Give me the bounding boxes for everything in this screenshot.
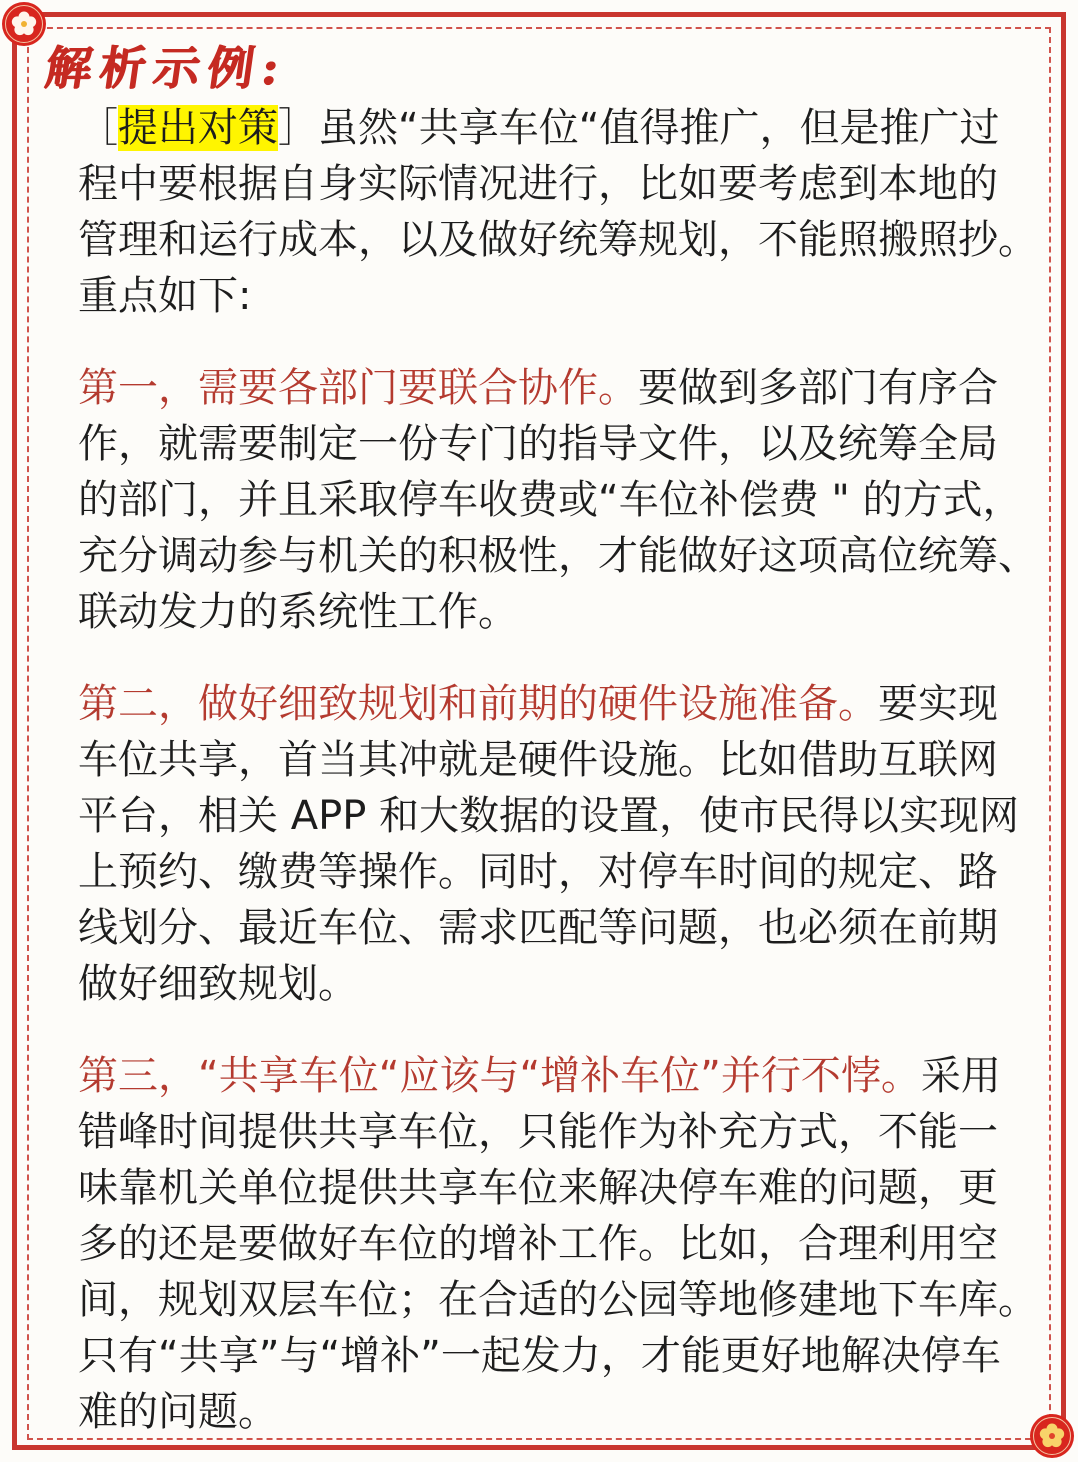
- bracket-open: ［: [78, 105, 118, 151]
- text-line: [78, 1104, 1048, 1160]
- text-line: [78, 584, 1048, 640]
- line-text: 味靠机关单位提供共享车位来解决停车难的问题，更: [78, 1165, 998, 1211]
- text-line: [78, 732, 1048, 788]
- text-line: [78, 212, 1048, 268]
- line-text: 虽然“共享车位“值得推广，但是推广过: [318, 105, 1000, 151]
- line-text: 只有“共享”与“增补”一起发力，才能更好地解决停车: [78, 1333, 1001, 1379]
- text-line: [78, 956, 1048, 1012]
- text-line: [78, 1160, 1048, 1216]
- flower-badge-icon: [0, 0, 48, 48]
- line-text: 程中要根据自身实际情况进行，比如要考虑到本地的: [78, 161, 998, 207]
- text-line: [78, 1384, 1048, 1440]
- point-heading: 第三，“共享车位“应该与“增补车位”并行不悖。: [78, 1053, 921, 1099]
- text-line: [78, 1048, 1048, 1104]
- text-line: [78, 100, 1048, 156]
- text-line: [78, 472, 1048, 528]
- text-line: [78, 1216, 1048, 1272]
- text-line: [78, 1272, 1048, 1328]
- text-line: [78, 1328, 1048, 1384]
- point-paragraph: [78, 676, 1048, 1012]
- text-line: [78, 156, 1048, 212]
- point-heading: 第一，需要各部门要联合协作。: [78, 365, 638, 411]
- line-text: 重点如下:: [78, 273, 252, 319]
- text-line: [78, 676, 1048, 732]
- text-line: [78, 900, 1048, 956]
- text-line: [78, 268, 1048, 324]
- line-text: 做好细致规划。: [78, 961, 358, 1007]
- line-text: 错峰时间提供共享车位，只能作为补充方式，不能一: [78, 1109, 998, 1155]
- point-paragraph: [78, 1048, 1048, 1440]
- line-text: 采用: [920, 1053, 1001, 1099]
- line-text: 联动发力的系统性工作。: [78, 589, 518, 635]
- text-line: [78, 844, 1048, 900]
- text-line: [78, 528, 1048, 584]
- line-text: 的部门，并且采取停车收费或“车位补偿费 " 的方式，: [78, 477, 1023, 523]
- intro-paragraph: [78, 100, 1048, 324]
- line-text: 多的还是要做好车位的增补工作。比如，合理利用空: [78, 1221, 998, 1267]
- text-line: [78, 788, 1048, 844]
- bracket-close: ］: [278, 105, 318, 151]
- line-text: 要实现: [878, 681, 998, 727]
- point-heading: 第二，做好细致规划和前期的硬件设施准备。: [78, 681, 878, 727]
- line-text: 难的问题。: [78, 1389, 278, 1435]
- line-text: 线划分、最近车位、需求匹配等问题，也必须在前期: [78, 905, 998, 951]
- content-body: [78, 100, 1048, 1440]
- line-text: 平台，相关 APP 和大数据的设置，使市民得以实现网: [78, 793, 1020, 839]
- line-text: 充分调动参与机关的积极性，才能做好这项高位统筹、: [78, 533, 1038, 579]
- text-line: [78, 360, 1048, 416]
- line-text: 间，规划双层车位；在合适的公园等地修建地下车库。: [78, 1277, 1038, 1323]
- point-paragraph: [78, 360, 1048, 640]
- page-title: 解析示例:: [42, 41, 291, 95]
- flower-badge-icon: [1028, 1412, 1076, 1460]
- line-text: 管理和运行成本，以及做好统筹规划，不能照搬照抄。: [78, 217, 1038, 263]
- line-text: 作，就需要制定一份专门的指导文件，以及统筹全局: [78, 421, 998, 467]
- text-line: [78, 416, 1048, 472]
- line-text: 要做到多部门有序合: [638, 365, 998, 411]
- line-text: 上预约、缴费等操作。同时，对停车时间的规定、路: [78, 849, 998, 895]
- line-text: 车位共享，首当其冲就是硬件设施。比如借助互联网: [78, 737, 998, 783]
- highlight-tag: 提出对策: [118, 105, 278, 151]
